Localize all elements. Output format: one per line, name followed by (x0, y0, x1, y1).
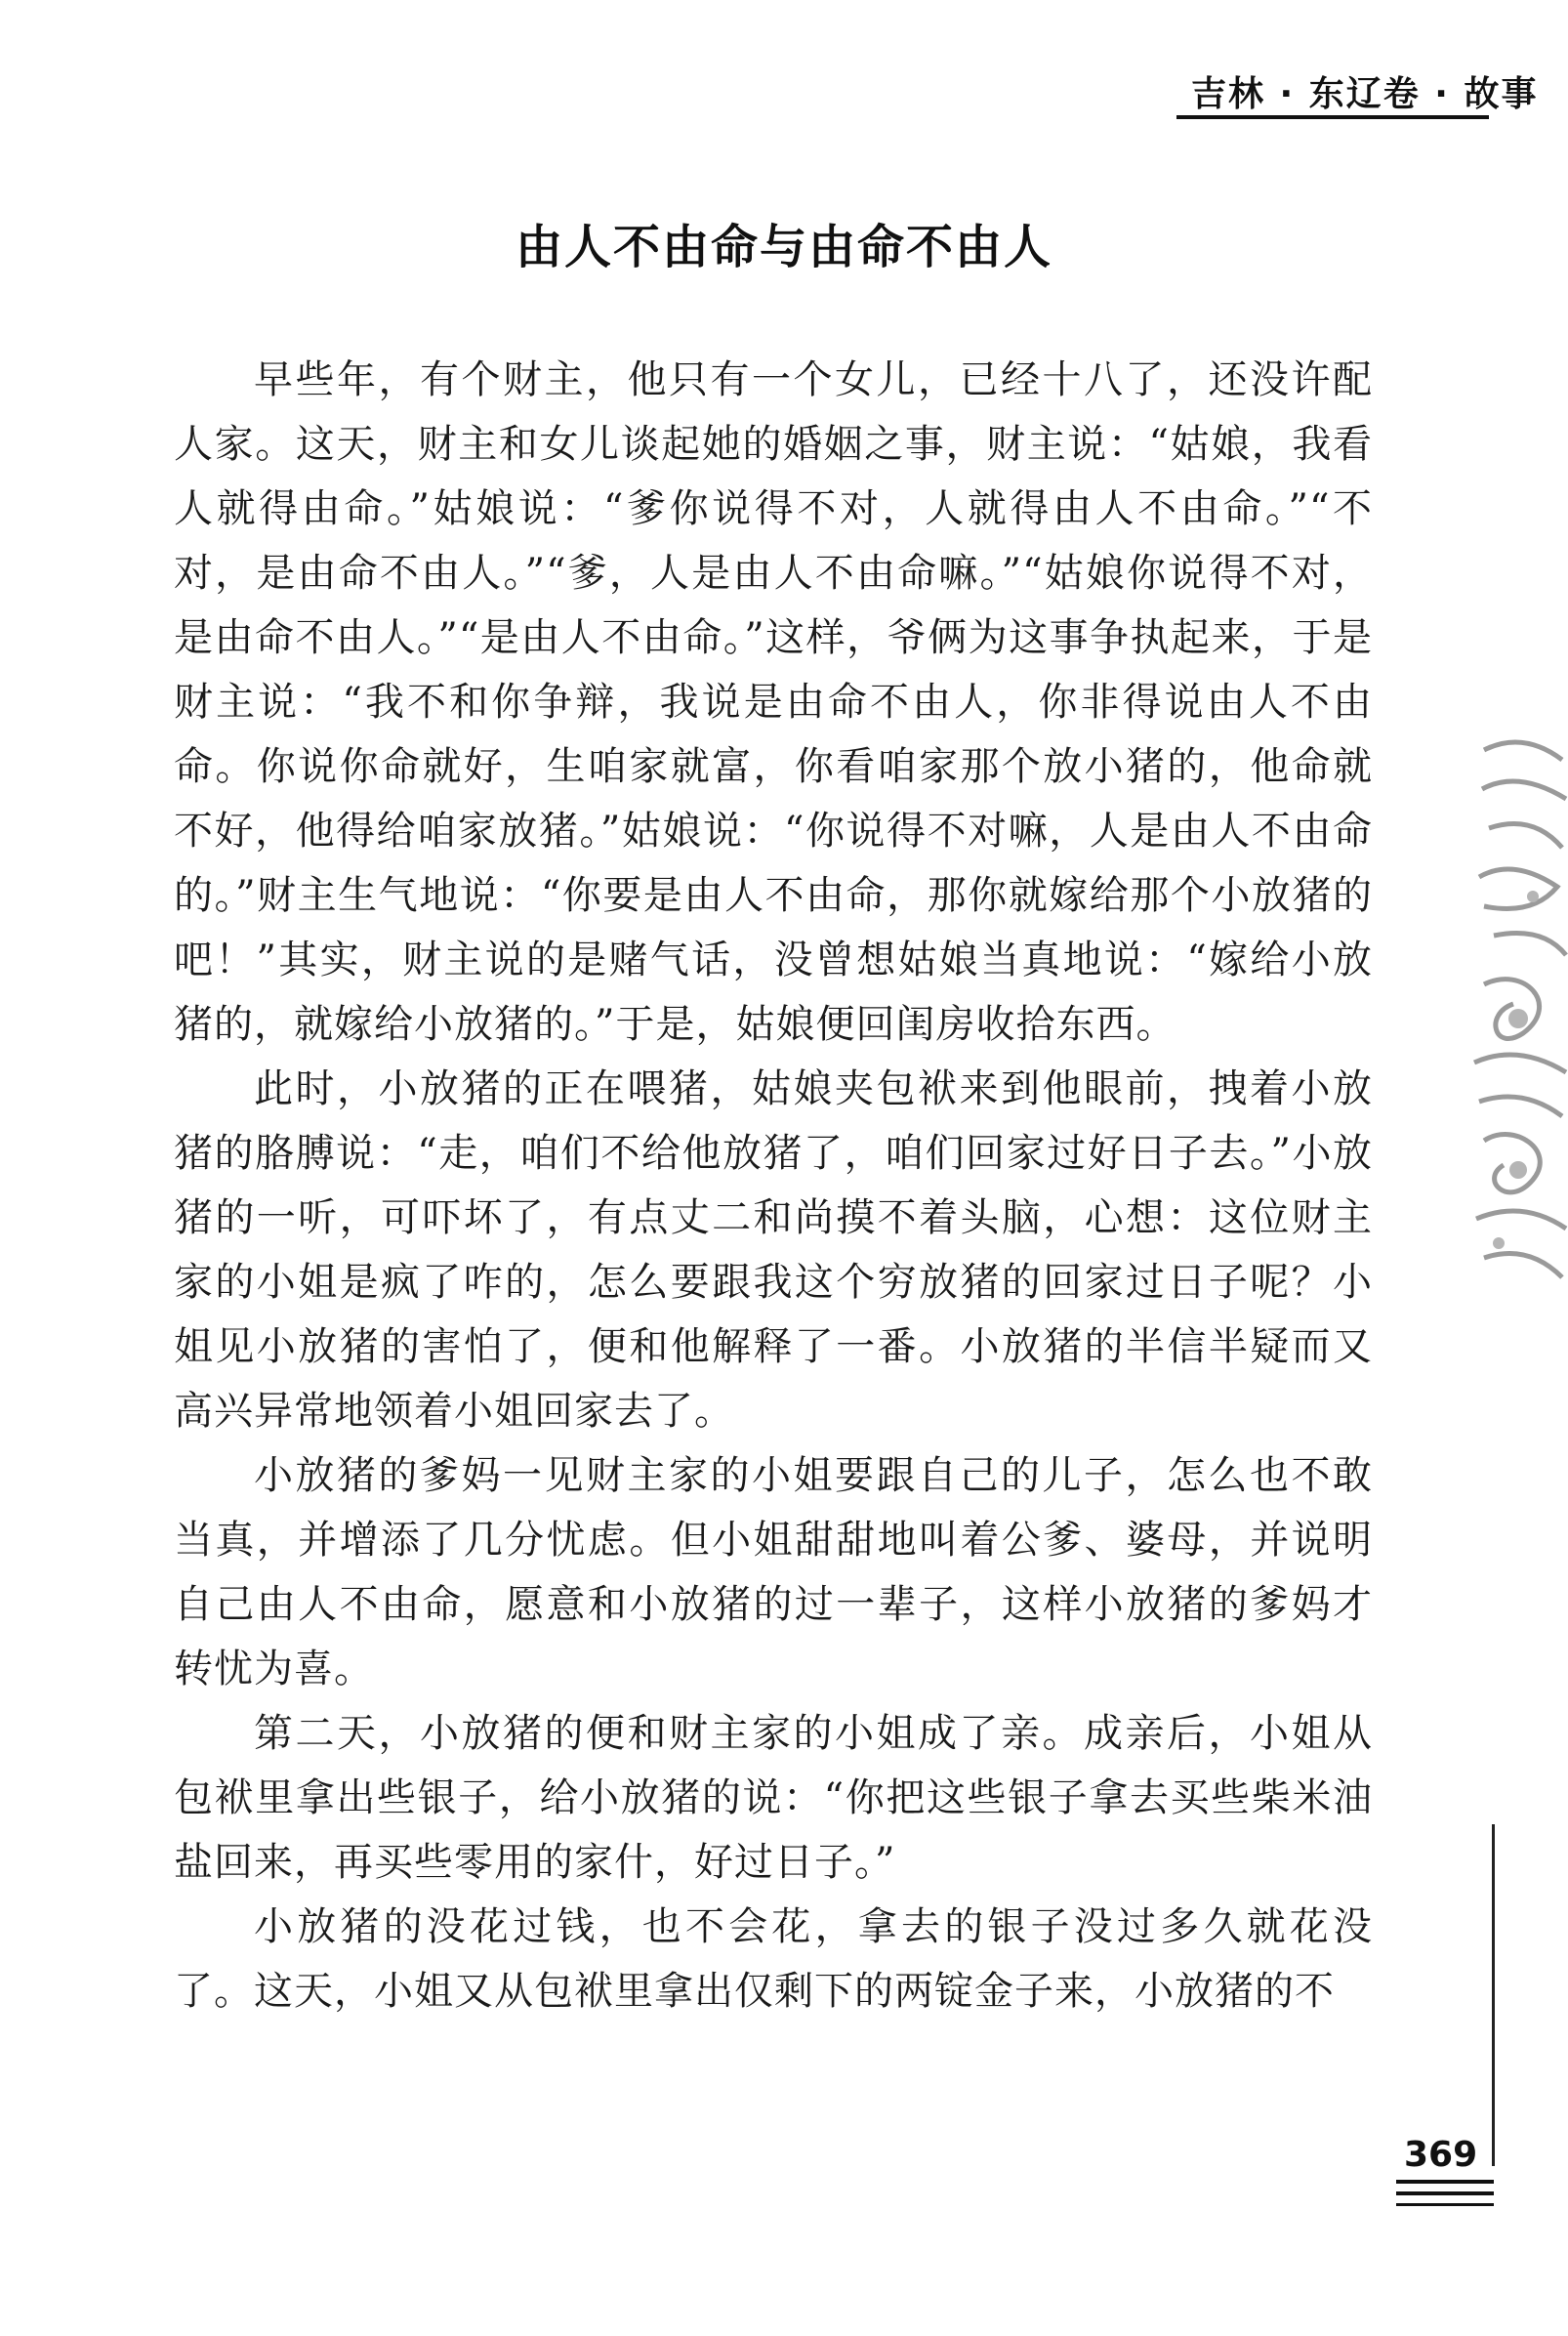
paragraph-2: 此时，小放猪的正在喂猪，姑娘夹包袱来到他眼前，拽着小放猪的胳膊说：“走，咱们不给他放猪了，咱们回家过好日子去。”小放猪的一听，可吓坏了，有点丈二和尚摸不着头脑，心想：这位财主家的小姐是疯了咋的，怎么要跟我这个穷放猪的回家过日子呢？小姐见小放猪的害怕了，便和他解释了一番。小放猪的半信半疑而又高兴异常地领着小姐回家去了。 (174, 1066, 1373, 1434)
running-head-rule (1176, 115, 1489, 119)
paragraph-3: 小放猪的爹妈一见财主家的小姐要跟自己的儿子，怎么也不敢当真，并增添了几分忧虑。但小姐甜甜地叫着公爹、婆母，并说明自己由人不由命，愿意和小放猪的过一辈子，这样小放猪的爹妈才转忧为喜。 (174, 1453, 1373, 1691)
running-head: 吉林 · 东辽卷 · 故事 (1191, 74, 1539, 114)
paragraph-5: 小放猪的没花过钱，也不会花，拿去的银子没过多久就花没了。这天，小姐又从包袱里拿出仅剩下的两锭金子来，小放猪的不 (174, 1904, 1373, 2014)
article-title: 由人不由命与由命不由人 (515, 220, 1052, 274)
folio-rule-1 (1396, 2180, 1494, 2184)
paragraph-4: 第二天，小放猪的便和财主家的小姐成了亲。成亲后，小姐从包袱里拿出些银子，给小放猪的说：“你把这些银子拿去买些柴米油盐回来，再买些零用的家什，好过日子。” (174, 1711, 1373, 1885)
folio-rule-3 (1396, 2203, 1494, 2206)
page-number: 369 (1404, 2135, 1478, 2175)
folio-rule-2 (1396, 2191, 1494, 2195)
folio-vertical-rule (1492, 1824, 1495, 2166)
decorative-side-ornament (1465, 730, 1568, 1297)
paragraph-1: 早些年，有个财主，他只有一个女儿，已经十八了，还没许配人家。这天，财主和女儿谈起她的婚姻之事，财主说：“姑娘，我看人就得由命。”姑娘说：“爹你说得不对，人就得由人不由命。”“不对，是由命不由人。”“爹，人是由人不由命嘛。”“姑娘你说得不对，是由命不由人。”“是由人不由命。”这样，爷俩为这事争执起来，于是财主说：“我不和你争辩，我说是由命不由人，你非得说由人不由命。你说你命就好，生咱家就富，你看咱家那个放小猪的，他命就不好，他得给咱家放猪。”姑娘说：“你说得不对嘛，人是由人不由命的。”财主生气地说：“你要是由人不由命，那你就嫁给那个小放猪的吧！”其实，财主说的是赌气话，没曾想姑娘当真地说：“嫁给小放猪的，就嫁给小放猪的。”于是，姑娘便回闺房收拾东西。 (174, 357, 1373, 1047)
article-body (174, 348, 1373, 2023)
